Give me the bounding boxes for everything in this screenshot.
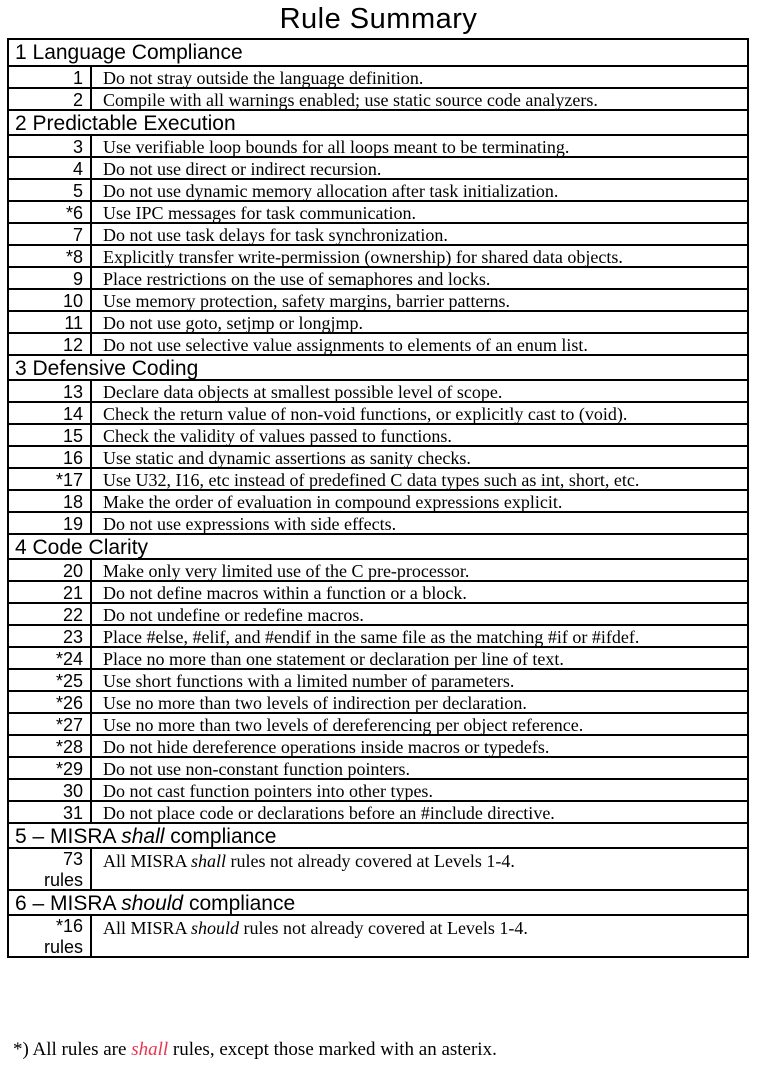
rule-text-cell: [92, 67, 747, 87]
rule-text-cell: [92, 224, 747, 244]
rule-number: *25: [55, 671, 83, 690]
rule-number: 11: [64, 313, 83, 332]
footnote-accent-word: shall: [131, 1039, 169, 1060]
rule-number: 14: [62, 404, 83, 423]
rule-number-cell: [9, 224, 92, 244]
rule-text: Do not define macros within a function or a block.: [103, 583, 467, 602]
rule-text: rules not already covered at Levels 1-4.: [239, 918, 528, 938]
rule-text: Declare data objects at smallest possible level of scope.: [103, 382, 503, 401]
rule-number-cell: [9, 334, 92, 354]
rule-number: 19: [62, 514, 83, 533]
rule-text-cell: [92, 626, 747, 646]
rule-text: Use verifiable loop bounds for all loops meant to be terminating.: [103, 137, 570, 156]
section-header-3: [9, 354, 747, 379]
rule-text: Check the validity of values passed to functions.: [103, 426, 452, 445]
rule-number: 10: [62, 291, 83, 310]
section-header-5: [9, 822, 747, 847]
rule-number-cell: [9, 670, 92, 690]
rule-number-cell: [9, 714, 92, 734]
footnote-text-post: rules, except those marked with an asterix.: [168, 1039, 497, 1060]
rule-text-cell: [92, 312, 747, 332]
rule-text: All MISRA: [103, 918, 192, 938]
section-header-italic-word: should: [121, 892, 184, 914]
rule-text-cell: [92, 758, 747, 778]
rule-text-cell: [92, 692, 747, 712]
rule-number-sub: rules: [43, 937, 83, 956]
rule-number-cell: [9, 246, 92, 266]
rule-row: [9, 646, 747, 668]
rule-number: *28: [55, 737, 83, 756]
rule-row: [9, 467, 747, 489]
rule-row: [9, 222, 747, 244]
rule-row: [9, 266, 747, 288]
page-title: Rule Summary: [279, 3, 478, 35]
rule-number: *29: [55, 759, 83, 778]
rule-number: 2: [72, 90, 83, 109]
rule-text-cell: [92, 802, 747, 822]
rule-number-cell: [9, 447, 92, 467]
rule-text: Do not stray outside the language definition.: [103, 68, 424, 87]
rule-text: Do not hide dereference operations inside macros or typedefs.: [103, 737, 550, 756]
rule-number-cell: [9, 780, 92, 800]
rule-text-cell: [92, 780, 747, 800]
rule-row: [9, 200, 747, 222]
rule-number-cell: [9, 202, 92, 222]
rule-number: 13: [62, 382, 83, 401]
rule-number: 18: [62, 492, 83, 511]
rule-text: Do not use expressions with side effects.: [103, 514, 397, 533]
rule-row: [9, 244, 747, 266]
rule-row: [9, 332, 747, 354]
rule-row: [9, 800, 747, 822]
rule-text-cell: [92, 334, 747, 354]
rule-number-cell: [9, 582, 92, 602]
rule-text-cell: [92, 648, 747, 668]
rule-text: Do not use non-constant function pointers.: [103, 759, 410, 778]
rule-row: [9, 134, 747, 156]
section-header-1: [9, 40, 747, 65]
rule-text-cell: [92, 158, 747, 178]
rule-number: *6: [65, 203, 83, 222]
rule-text: Make the order of evaluation in compound expressions explicit.: [103, 492, 563, 511]
rule-text: Use no more than two levels of dereferencing per object reference.: [103, 715, 584, 734]
rule-number-sub: rules: [43, 870, 83, 889]
rule-number: 16: [62, 448, 83, 467]
rule-number: 31: [62, 803, 83, 822]
rule-text-cell: [92, 425, 747, 445]
rule-row: [9, 624, 747, 646]
rule-number: *27: [55, 715, 83, 734]
rule-number: 9: [72, 269, 83, 288]
rule-number-cell: [9, 758, 92, 778]
rule-text: Do not use task delays for task synchronization.: [103, 225, 448, 244]
rule-text: rules not already covered at Levels 1-4.: [226, 851, 515, 871]
rule-number-cell: [9, 692, 92, 712]
rule-number: 22: [62, 605, 83, 624]
rule-row: [9, 489, 747, 511]
rule-text-cell: [92, 381, 747, 401]
rule-row: [9, 178, 747, 200]
footnote: [13, 1038, 497, 1062]
rule-number-cell: [9, 736, 92, 756]
rule-summary-table: [7, 38, 749, 958]
rule-row: [9, 401, 747, 423]
rule-row: [9, 156, 747, 178]
rule-text: Do not use dynamic memory allocation after task initialization.: [103, 181, 559, 200]
rule-text-cell: [92, 268, 747, 288]
rule-row: [9, 668, 747, 690]
rule-number: 7: [72, 225, 83, 244]
rule-number: *24: [55, 649, 83, 668]
section-header-text: 5 – MISRA: [15, 825, 122, 847]
rule-number-cell: [9, 180, 92, 200]
rule-number: *16: [55, 916, 83, 936]
rule-text: Check the return value of non-void functions, or explicitly cast to (void).: [103, 404, 628, 423]
rule-row: [9, 602, 747, 624]
rule-number: 3: [72, 137, 83, 156]
rule-text-cell: [92, 714, 747, 734]
rule-row: [9, 445, 747, 467]
section-header-italic-word: shall: [121, 825, 165, 847]
rule-row: [9, 288, 747, 310]
rule-text: Make only very limited use of the C pre-processor.: [103, 561, 470, 580]
rule-text: Do not use goto, setjmp or longjmp.: [103, 313, 363, 332]
rule-row: [9, 65, 747, 87]
rule-text: Place no more than one statement or declaration per line of text.: [103, 649, 564, 668]
rule-number-cell: [9, 560, 92, 580]
section-header-text: 1 Language Compliance: [15, 41, 243, 64]
rule-text-cell: [92, 246, 747, 266]
rule-text: Do not undefine or redefine macros.: [103, 605, 364, 624]
rule-number: *17: [55, 470, 83, 489]
rule-row: [9, 690, 747, 712]
rule-text: Compile with all warnings enabled; use static source code analyzers.: [103, 90, 598, 109]
rule-text-cell: [92, 916, 747, 956]
rule-number-cell: [9, 626, 92, 646]
rule-text: Do not place code or declarations before an #include directive.: [103, 803, 555, 822]
rule-number-cell: [9, 268, 92, 288]
rule-row: [9, 423, 747, 445]
rule-number-cell: [9, 136, 92, 156]
rule-row: [9, 756, 747, 778]
rule-number-cell: [9, 381, 92, 401]
rule-row: [9, 778, 747, 800]
rule-row: [9, 379, 747, 401]
rule-text: All MISRA: [103, 851, 192, 871]
rule-text: Use U32, I16, etc instead of predefined C data types such as int, short, etc.: [103, 470, 640, 489]
rule-number-cell: [9, 491, 92, 511]
rule-number-cell: [9, 312, 92, 332]
rule-row: [9, 558, 747, 580]
rule-text: Use no more than two levels of indirection per declaration.: [103, 693, 527, 712]
section-header-4: [9, 533, 747, 558]
rule-text-cell: [92, 469, 747, 489]
rule-number-cell: [9, 158, 92, 178]
rule-text: Place restrictions on the use of semaphores and locks.: [103, 269, 491, 288]
rule-number-cell: [9, 89, 92, 109]
rule-text-cell: [92, 670, 747, 690]
rule-text: Use IPC messages for task communication.: [103, 203, 416, 222]
rule-text-cell: [92, 180, 747, 200]
section-header-text: 3 Defensive Coding: [15, 357, 199, 379]
rule-row: [9, 914, 747, 956]
rule-text: Use memory protection, safety margins, barrier patterns.: [103, 291, 511, 310]
section-header-text: compliance: [183, 892, 296, 914]
rule-number-cell: [9, 425, 92, 445]
rule-number-cell: [9, 648, 92, 668]
rule-number: 30: [62, 781, 83, 800]
rule-text-cell: [92, 89, 747, 109]
rule-number: *8: [65, 247, 83, 266]
rule-number: 15: [62, 426, 83, 445]
rule-number: 73: [62, 849, 83, 869]
rule-text-cell: [92, 736, 747, 756]
rule-number: 1: [72, 68, 83, 87]
rule-row: [9, 712, 747, 734]
rule-row: [9, 734, 747, 756]
rule-text-italic-word: shall: [191, 851, 227, 871]
rule-number-cell: [9, 67, 92, 87]
rule-row: [9, 87, 747, 109]
rule-number-cell: [9, 849, 92, 889]
rule-text: Place #else, #elif, and #endif in the same file as the matching #if or #ifdef.: [103, 627, 640, 646]
rule-text-cell: [92, 403, 747, 423]
rule-number-cell: [9, 802, 92, 822]
rule-text: Do not use selective value assignments to elements of an enum list.: [103, 335, 588, 354]
rule-number: 5: [72, 181, 83, 200]
rule-row: [9, 580, 747, 602]
section-header-6: [9, 889, 747, 914]
rule-number-cell: [9, 604, 92, 624]
section-header-text: 4 Code Clarity: [15, 536, 149, 558]
rule-text-italic-word: should: [191, 918, 240, 938]
rule-text-cell: [92, 513, 747, 533]
rule-number-cell: [9, 290, 92, 310]
rule-number-cell: [9, 469, 92, 489]
rule-text-cell: [92, 849, 747, 889]
rule-text-cell: [92, 560, 747, 580]
rule-number: 12: [62, 335, 83, 354]
rule-text: Use static and dynamic assertions as sanity checks.: [103, 448, 471, 467]
rule-text: Use short functions with a limited number of parameters.: [103, 671, 515, 690]
rule-number-cell: [9, 403, 92, 423]
rule-text-cell: [92, 136, 747, 156]
rule-number: *26: [55, 693, 83, 712]
rule-row: [9, 511, 747, 533]
rule-text-cell: [92, 491, 747, 511]
rule-text: Explicitly transfer write-permission (ownership) for shared data objects.: [103, 247, 623, 266]
rule-number-cell: [9, 916, 92, 956]
rule-text-cell: [92, 202, 747, 222]
rule-text-cell: [92, 604, 747, 624]
rule-number-cell: [9, 513, 92, 533]
rule-row: [9, 310, 747, 332]
rule-number: 21: [62, 583, 83, 602]
rule-number: 20: [62, 561, 83, 580]
rule-text: Do not cast function pointers into other types.: [103, 781, 433, 800]
section-header-2: [9, 109, 747, 134]
rule-number: 23: [62, 627, 83, 646]
rule-text-cell: [92, 290, 747, 310]
rule-text: Do not use direct or indirect recursion.: [103, 159, 382, 178]
section-header-text: 2 Predictable Execution: [15, 112, 236, 134]
rule-text-cell: [92, 447, 747, 467]
section-header-text: compliance: [164, 825, 277, 847]
rule-text-cell: [92, 582, 747, 602]
footnote-text-pre: *) All rules are: [13, 1039, 132, 1060]
rule-number: 4: [72, 159, 83, 178]
section-header-text: 6 – MISRA: [15, 892, 122, 914]
rule-row: [9, 847, 747, 889]
